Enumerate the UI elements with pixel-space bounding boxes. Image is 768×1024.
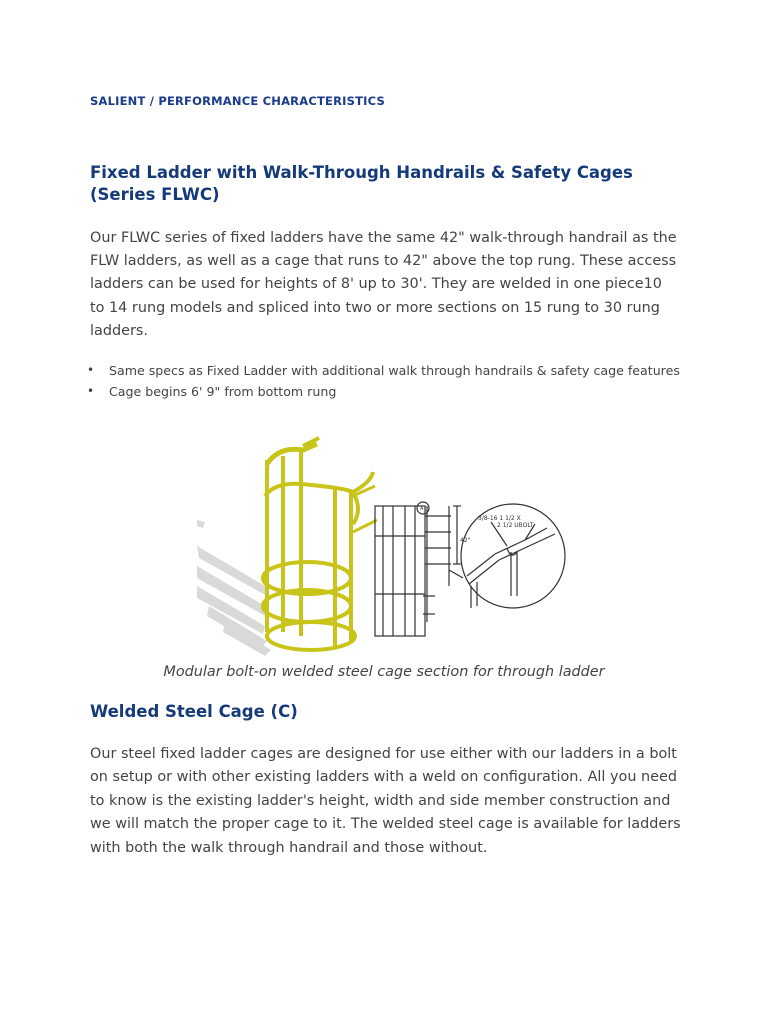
intro-paragraph: Our FLWC series of fixed ladders have the same 42" walk-through handrail as the FLW ladders, as well as a cage that runs to 42" above the top rung. These access ladders can be used for heights of 8' up to 30'. They are welded in one piece10 to 14 rung models and spliced into two or more sections on 15 rung to 30 rung ladders. <box>90 230 677 339</box>
list-item-text: Same specs as Fixed Ladder with additional walk through handrails & safety cage features <box>109 363 680 378</box>
heading-welded-steel-cage: Welded Steel Cage (C) <box>90 702 298 721</box>
ladder-cage-figure <box>195 436 573 660</box>
feature-list <box>87 361 680 402</box>
heading-fixed-ladder-flwc: Fixed Ladder with Walk-Through Handrails & Safety Cages (Series FLWC) <box>90 163 633 204</box>
detail-label-line2: 2 1/2 UBOLT <box>497 522 534 529</box>
list-item <box>87 361 680 381</box>
detail-label-line1: 3/8-16 1 1/2 X <box>478 515 521 522</box>
list-item-text: Cage begins 6' 9" from bottom rung <box>109 383 337 399</box>
section-label: SALIENT / PERFORMANCE CHARACTERISTICS <box>90 94 385 108</box>
list-item <box>87 382 680 402</box>
cage-paragraph: Our steel fixed ladder cages are designed for use either with our ladders in a bolt on setup or with other existing ladders with a weld on configuration. All you need to know is the existing ladder's height, width and side member construction and we will match the proper cage to it. The welded steel cage is available for ladders with both the walk through handrail and those without. <box>90 746 681 856</box>
dimension-label: 42" <box>460 537 471 544</box>
bullet-icon: • <box>87 363 95 377</box>
figure-caption: Modular bolt-on welded steel cage section for through ladder <box>163 664 605 680</box>
detail-marker-label: A <box>420 506 424 512</box>
bullet-icon: • <box>87 383 95 398</box>
